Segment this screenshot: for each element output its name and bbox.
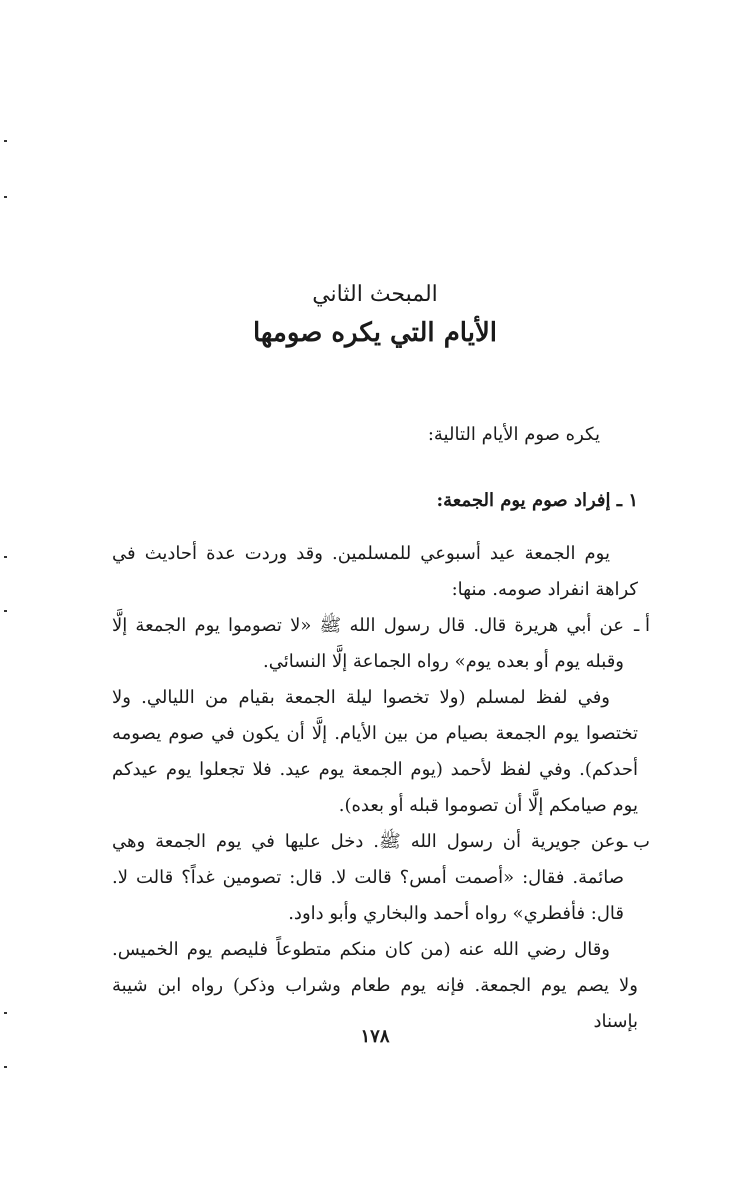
item-a xyxy=(112,608,638,680)
item-b-label: ب ـ xyxy=(622,831,650,852)
page-number: ١٧٨ xyxy=(360,1026,390,1047)
item-b-text: وعن جويرية أن رسول الله ﷺ. دخل عليها في يوم الجمعة وهي صائمة. فقال: «أصمت أمس؟ قالت لا. قال: تصومين غداً؟ قالت لا. قال: فأفطري» رواه أحمد والبخاري وأبو داود. xyxy=(112,831,624,924)
subsection-title: ١ ـ إفراد صوم يوم الجمعة: xyxy=(436,490,638,511)
scan-edge-mark xyxy=(4,1012,7,1014)
paragraph-intro: يوم الجمعة عيد أسبوعي للمسلمين. وقد وردت عدة أحاديث في كراهة انفراد صومه. منها: xyxy=(112,543,638,600)
intro-line: يكره صوم الأيام التالية: xyxy=(427,424,600,445)
section-heading: الأيام التي يكره صومها xyxy=(252,318,498,348)
scan-edge-mark xyxy=(4,140,7,142)
item-a-continuation: وفي لفظ لمسلم (ولا تخصوا ليلة الجمعة بقيام من الليالي. ولا تختصوا يوم الجمعة بصيام من بين الأيام. إلَّا أن يكون في صوم يصومه أحدكم). وفي لفظ لأحمد (يوم الجمعة يوم عيد. فلا تجعلوا يوم عيدكم يوم صيامكم إلَّا أن تصوموا قبله أو بعده). xyxy=(112,687,638,816)
scan-edge-mark xyxy=(4,556,7,558)
item-b xyxy=(112,824,638,932)
scan-edge-mark xyxy=(4,610,7,612)
item-a-text: عن أبي هريرة قال. قال رسول الله ﷺ «لا تصوموا يوم الجمعة إلَّا وقبله يوم أو بعده يوم» رواه الجماعة إلَّا النسائي. xyxy=(112,615,624,672)
scan-edge-mark xyxy=(4,1066,7,1068)
paragraph-last: وقال رضي الله عنه (من كان منكم متطوعاً فليصم يوم الخميس. ولا يصم يوم الجمعة. فإنه يوم طعام وشراب وذكر) رواه ابن شيبة بإسناد xyxy=(112,939,638,1032)
section-subheading: المبحث الثاني xyxy=(312,282,438,307)
scan-edge-mark xyxy=(4,196,7,198)
item-a-label: أ ـ xyxy=(634,615,650,636)
